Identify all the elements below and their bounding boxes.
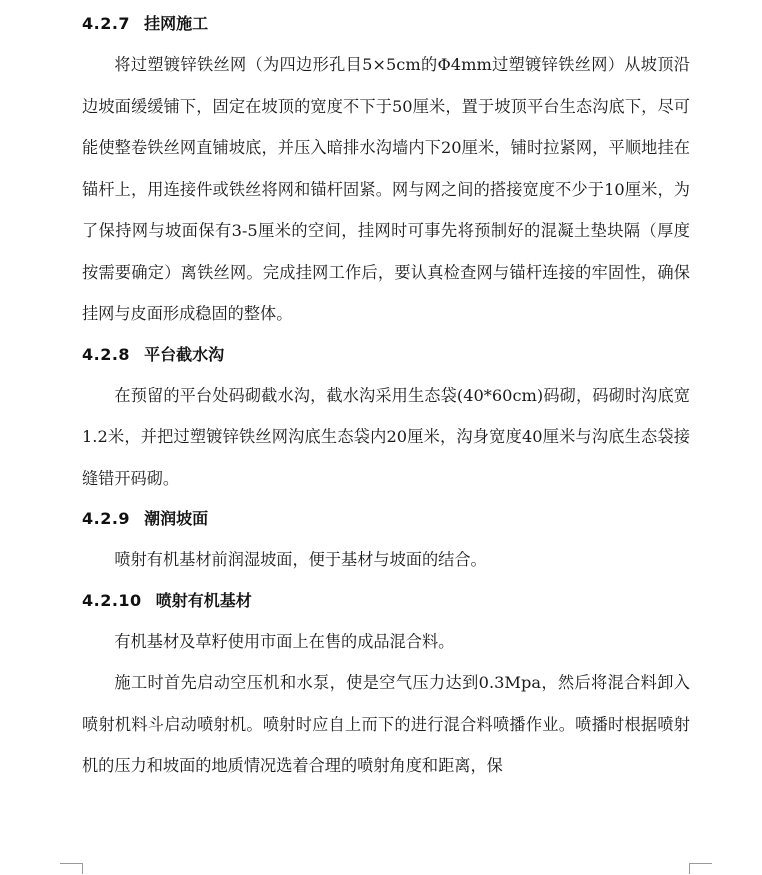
section-heading-4-2-7 xyxy=(82,4,690,44)
section-heading-4-2-10 xyxy=(82,581,690,621)
section-title: 挂网施工 xyxy=(144,14,209,33)
paragraph: 将过塑镀锌铁丝网（为四边形孔目5×5cm的Φ4mm过塑镀锌铁丝网）从坡顶沿边坡面缓缓铺下，固定在坡顶的宽度不下于50厘米，置于坡顶平台生态沟底下，尽可能使整卷铁丝网直铺坡底，并压入暗排水沟墙内下20厘米，铺时拉紧网，平顺地挂在锚杆上，用连接件或铁丝将网和锚杆固紧。网与网之间的搭接宽度不少于10厘米，为了保持网与坡面保有3-5厘米的空间，挂网时可事先将预制好的混凝土垫块隔（厚度按需要确定）离铁丝网。完成挂网工作后，要认真检查网与锚杆连接的牢固性，确保挂网与皮面形成稳固的整体。 xyxy=(82,55,690,323)
section-heading-4-2-9 xyxy=(82,499,690,539)
section-number: 4.2.7 xyxy=(82,14,131,33)
document-body xyxy=(82,4,690,787)
paragraph: 有机基材及草籽使用市面上在售的成品混合料。 xyxy=(114,631,455,651)
paragraph: 喷射有机基材前润湿坡面，便于基材与坡面的结合。 xyxy=(114,550,487,569)
section-title: 喷射有机基材 xyxy=(155,590,252,610)
paragraph: 在预留的平台处码砌截水沟，截水沟采用生态袋(40*60cm)码砌，码砌时沟底宽1.2米，并把过塑镀锌铁丝网沟底生态袋内20厘米，沟身宽度40厘米与沟底生态袋接缝错开码砌。 xyxy=(82,385,690,488)
section-number: 4.2.8 xyxy=(82,344,131,364)
section-title: 潮润坡面 xyxy=(144,509,209,528)
section-title: 平台截水沟 xyxy=(144,344,225,364)
page-margin-corner-mark-right xyxy=(689,863,712,874)
section-number: 4.2.10 xyxy=(82,590,142,610)
section-heading-4-2-8 xyxy=(82,335,690,375)
page-margin-corner-mark-left xyxy=(60,863,83,874)
section-number: 4.2.9 xyxy=(82,509,131,528)
paragraph: 施工时首先启动空压机和水泵，使是空气压力达到0.3Mpa，然后将混合料卸入喷射机料斗启动喷射机。喷射时应自上而下的进行混合料喷播作业。喷播时根据喷射机的压力和坡面的地质情况选着合理的喷射角度和距离，保 xyxy=(82,673,690,775)
